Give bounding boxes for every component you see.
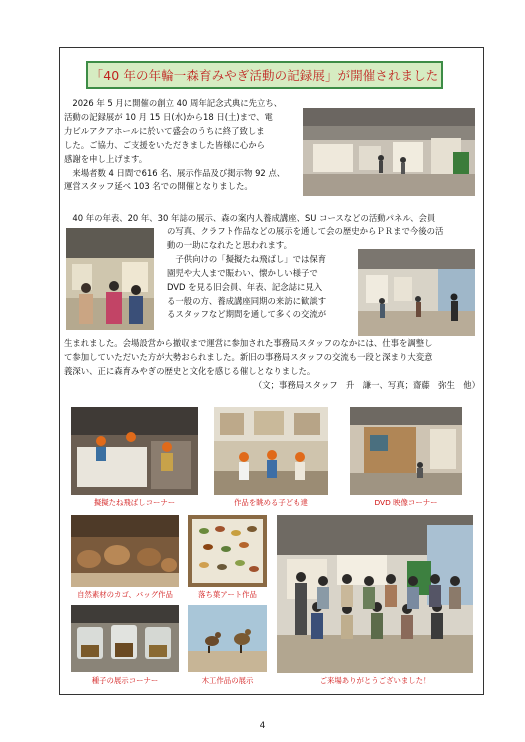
end-paragraph (64, 337, 479, 379)
woodwork-photo (188, 605, 267, 672)
text-line: 生まれました。会場設営から撤収まで運営に参加された事務局スタッフのなかには、仕事を調整し (64, 338, 433, 348)
text-line: 運営スタッフ延べ 103 名での開催となりました。 (64, 181, 253, 192)
intro-paragraph (64, 97, 304, 194)
leaf-art-photo (188, 515, 267, 587)
text-line: 力ビルアクアホールに於いて盛会のうちに終了致しま (64, 125, 265, 136)
group-photo (277, 515, 473, 673)
text-line: る一般の方、養成講座同期の来訪に歓談す (167, 295, 327, 306)
exhibition-hall-photo (303, 108, 475, 196)
caption-leaf-art: 落ち葉アート作品 (198, 590, 257, 599)
text-line: 義深い、正に森育みやぎの歴史と文化を感じる催しとなりました。 (64, 365, 316, 376)
text-line: の写真、クラフト作品などの展示を通して会の歴史からＰＲまで今後の活 (167, 226, 444, 236)
text-line: DVD を見る旧会員、年表、記念誌に見入 (167, 281, 323, 292)
baskets-photo (71, 515, 179, 587)
caption-thanks: ご来場ありがとうございました！ (319, 676, 431, 685)
text-line: 活動の記録展が 10 月 15 日(水)から18 日(土)まで、電 (64, 111, 273, 122)
text-line: した。ご協力、ご支援をいただきました皆様に心から (64, 139, 265, 150)
caption-seed-game: 擬擬たね飛ばしコーナー (93, 498, 176, 507)
hall-visitors-photo (358, 249, 475, 336)
text-line: 来場者数 4 日間で616 名、展示作品及び掲示物 92 点、 (64, 167, 286, 178)
text-line: て参加していただいた方が大勢おられました。新旧の事務局スタッフの交流も一段と深まり大変意 (64, 351, 433, 362)
caption-dvd: DVD 映像コーナー (374, 498, 438, 507)
seed-game-photo (71, 407, 198, 495)
article-title: 「40 年の年輪一森育みやぎ活動の記録展」が開催されました (90, 68, 439, 83)
visitors-photo (66, 228, 154, 330)
caption-woodwork: 木工作品の展示 (201, 676, 254, 685)
children-photo (214, 407, 328, 495)
text-line: るスタッフなど期間を通して多くの交流が (167, 309, 327, 320)
text-line: 2026 年 5 月に開催の創立 40 周年記念式典に先立ち、 (64, 98, 283, 108)
article-title-box (86, 61, 443, 89)
page-number: 4 (259, 721, 266, 731)
text-line: 子供向けの「擬擬たね飛ばし」では保育 (167, 253, 327, 264)
credit-line: （文；事務局スタッフ 升 謙一、写真；齋藤 弥生 他） (253, 380, 480, 390)
caption-children: 作品を眺める子ども達 (234, 498, 308, 507)
text-line: 感謝を申し上げます。 (64, 153, 148, 164)
dvd-corner-photo (350, 407, 462, 495)
caption-baskets: 自然素材のカゴ、バッグ作品 (77, 590, 173, 599)
caption-seeds: 種子の展示コーナー (91, 676, 159, 685)
full-line-1: 40 年の年表、20 年、30 年誌の展示、森の案内人養成講座、SU コースなどの活動パネル、会員 (64, 213, 436, 223)
text-line: 動の一助になれたと思われます。 (167, 239, 292, 250)
text-line: 園児や大人まで賑わい、懐かしい様子で (167, 267, 318, 278)
seeds-photo (71, 605, 179, 672)
